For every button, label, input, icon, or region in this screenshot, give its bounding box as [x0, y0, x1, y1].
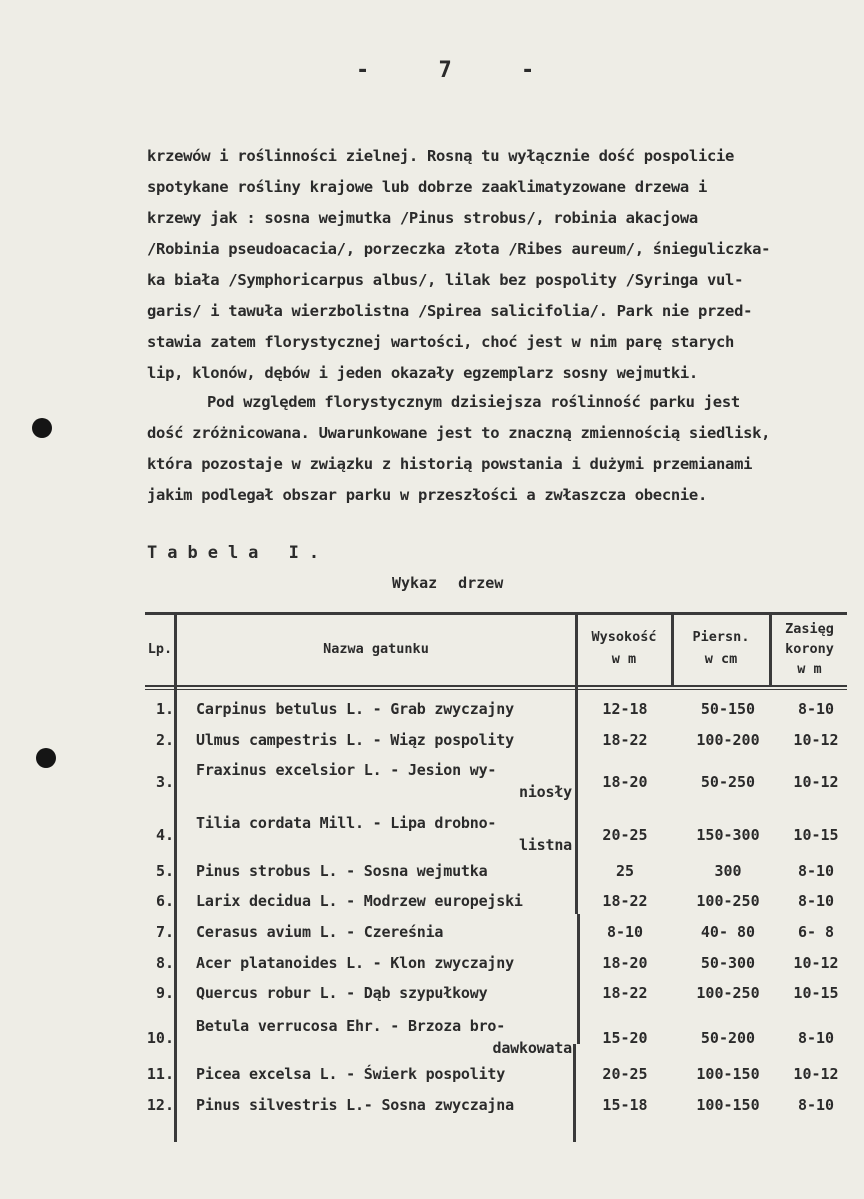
- header-lp: Lp.: [147, 641, 173, 657]
- species-name: Ulmus campestris L. - Wiąz pospolity: [196, 731, 514, 749]
- punch-hole: [36, 748, 56, 768]
- species-name: Betula verrucosa Ehr. - Brzoza bro-: [196, 1017, 506, 1035]
- text-line: spotykane rośliny krajowe lub dobrze zaaklimatyzowane drzewa i: [147, 178, 707, 196]
- species-name: dawkowata: [492, 1039, 572, 1057]
- crown-value: 8-10: [797, 1029, 835, 1047]
- species-name: Carpinus betulus L. - Grab zwyczajny: [196, 700, 514, 718]
- height-value: 12-18: [602, 700, 648, 718]
- table-subtitle: Wykaz drzew: [392, 574, 504, 592]
- height-value: 20-25: [602, 1065, 648, 1083]
- text-line: garis/ i tawuła wierzbolistna /Spirea salicifolia/. Park nie przed-: [147, 302, 753, 320]
- text-line: Pod względem florystycznym dzisiejsza roślinność parku jest: [207, 393, 740, 411]
- row-number: 8.: [155, 954, 174, 972]
- crown-value: 10-15: [793, 826, 839, 844]
- text-line: krzewy jak : sosna wejmutka /Pinus strobus/, robinia akacjowa: [147, 209, 698, 227]
- crown-value: 10-12: [793, 954, 839, 972]
- girth-value: 50-200: [700, 1029, 756, 1047]
- crown-value: 10-12: [793, 1065, 839, 1083]
- crown-value: 10-12: [793, 773, 839, 791]
- girth-value: 50-250: [700, 773, 756, 791]
- header-girth-unit: w cm: [704, 651, 738, 667]
- row-number: 10.: [146, 1029, 174, 1047]
- row-number: 3.: [155, 773, 174, 791]
- girth-value: 50-150: [700, 700, 756, 718]
- crown-value: 8-10: [797, 700, 835, 718]
- table-header-rule: [145, 689, 847, 690]
- crown-value: 10-15: [793, 984, 839, 1002]
- height-value: 18-20: [602, 773, 648, 791]
- header-name: Nazwa gatunku: [323, 641, 429, 657]
- height-value: 25: [615, 862, 635, 880]
- girth-value: 100-150: [696, 1065, 760, 1083]
- crown-value: 8-10: [797, 1096, 835, 1114]
- crown-value: 8-10: [797, 892, 835, 910]
- species-name: Quercus robur L. - Dąb szypułkowy: [196, 984, 488, 1002]
- header-girth: Piersn.: [692, 629, 750, 645]
- species-name: listna: [519, 836, 572, 854]
- header-crown-sub: korony: [785, 641, 834, 657]
- girth-value: 300: [714, 862, 742, 880]
- text-line: krzewów i roślinności zielnej. Rosną tu wyłącznie dość pospolicie: [147, 147, 735, 165]
- species-name: Acer platanoides L. - Klon zwyczajny: [196, 954, 514, 972]
- crown-value: 8-10: [797, 862, 835, 880]
- column-divider: [573, 1044, 576, 1142]
- species-name: Tilia cordata Mill. - Lipa drobno-: [196, 814, 497, 832]
- text-line: jakim podlegał obszar parku w przeszłości a zwłaszcza obecnie.: [147, 486, 707, 504]
- girth-value: 100-250: [696, 892, 760, 910]
- crown-value: 6- 8: [797, 923, 835, 941]
- row-number: 5.: [155, 862, 174, 880]
- girth-value: 150-300: [696, 826, 760, 844]
- species-name: Pinus strobus L. - Sosna wejmutka: [196, 862, 488, 880]
- text-line: która pozostaje w związku z historią powstania i dużymi przemianami: [147, 455, 753, 473]
- paragraph-2: [147, 387, 847, 511]
- height-value: 18-22: [602, 892, 648, 910]
- row-number: 7.: [155, 923, 174, 941]
- girth-value: 100-200: [696, 731, 760, 749]
- girth-value: 40- 80: [700, 923, 756, 941]
- text-line: lip, klonów, dębów i jeden okazały egzemplarz sosny wejmutki.: [147, 364, 698, 382]
- paragraph-1: [147, 141, 847, 389]
- girth-value: 100-250: [696, 984, 760, 1002]
- column-divider: [174, 614, 177, 1142]
- row-number: 6.: [155, 892, 174, 910]
- header-height-unit: w m: [611, 651, 637, 667]
- height-value: 18-22: [602, 731, 648, 749]
- girth-value: 100-150: [696, 1096, 760, 1114]
- text-line: stawia zatem florystycznej wartości, choć jest w nim parę starych: [147, 333, 735, 351]
- height-value: 15-20: [602, 1029, 648, 1047]
- height-value: 15-18: [602, 1096, 648, 1114]
- row-number: 2.: [155, 731, 174, 749]
- page-number: - 7 -: [356, 58, 563, 83]
- row-number: 12.: [146, 1096, 174, 1114]
- height-value: 18-20: [602, 954, 648, 972]
- species-name: Larix decidua L. - Modrzew europejski: [196, 892, 523, 910]
- height-value: 20-25: [602, 826, 648, 844]
- height-value: 18-22: [602, 984, 648, 1002]
- row-number: 1.: [155, 700, 174, 718]
- girth-value: 50-300: [700, 954, 756, 972]
- species-name: Fraxinus excelsior L. - Jesion wy-: [196, 761, 497, 779]
- header-crown-unit: w m: [797, 661, 822, 677]
- table-header-rule: [145, 685, 847, 687]
- text-line: /Robinia pseudoacacia/, porzeczka złota /Ribes aureum/, śnieguliczka-: [147, 240, 771, 258]
- species-name: Cerasus avium L. - Czereśnia: [196, 923, 444, 941]
- species-name: Picea excelsa L. - Świerk pospolity: [196, 1065, 506, 1083]
- height-value: 8-10: [606, 923, 644, 941]
- row-number: 9.: [155, 984, 174, 1002]
- species-name: Pinus silvestris L.- Sosna zwyczajna: [196, 1096, 514, 1114]
- row-number: 11.: [146, 1065, 174, 1083]
- table-top-rule: [145, 612, 847, 615]
- table-title: Tabela I.: [147, 543, 330, 563]
- crown-value: 10-12: [793, 731, 839, 749]
- text-line: dość zróżnicowana. Uwarunkowane jest to znaczną zmiennością siedlisk,: [147, 424, 771, 442]
- header-crown: Zasięg: [785, 621, 834, 637]
- species-name: niosły: [519, 783, 572, 801]
- header-height: Wysokość: [591, 629, 657, 645]
- text-line: ka biała /Symphoricarpus albus/, lilak bez pospolity /Syringa vul-: [147, 271, 744, 289]
- row-number: 4.: [155, 826, 174, 844]
- punch-hole: [32, 418, 52, 438]
